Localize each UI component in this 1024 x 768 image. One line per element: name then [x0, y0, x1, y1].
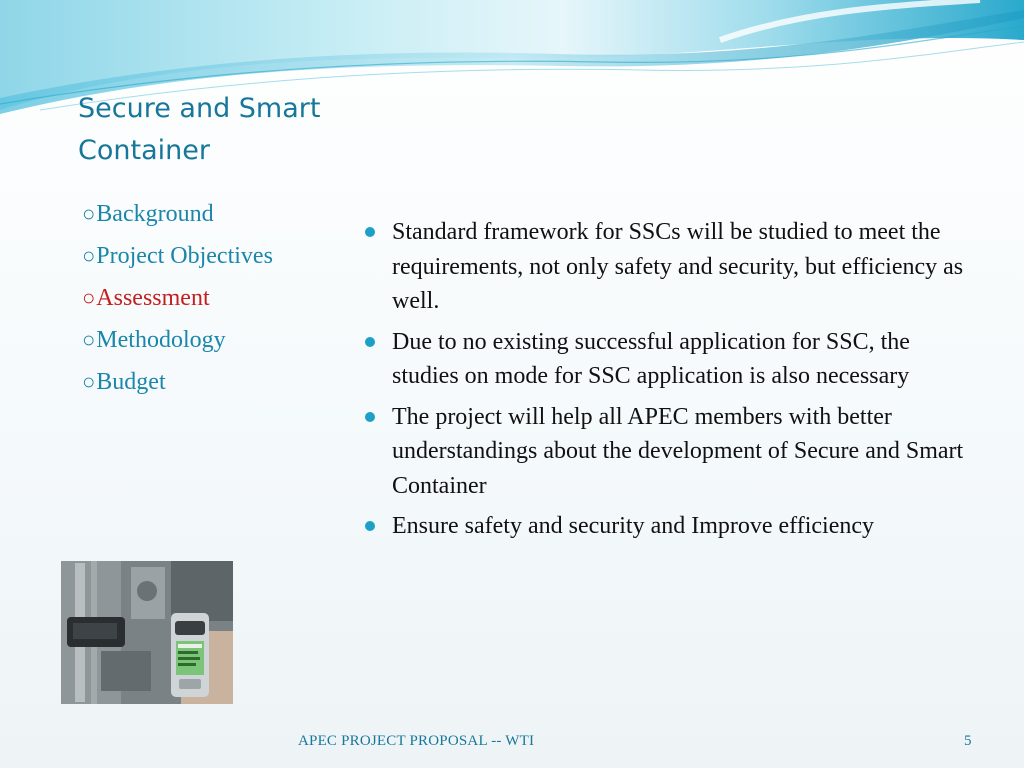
- nav-item-project-objectives[interactable]: [82, 235, 273, 277]
- bullet-dot-icon: [365, 227, 375, 237]
- bullet-dot-icon: [365, 337, 375, 347]
- bullet-text: Due to no existing successful application for SSC, the studies on mode for SSC application is also necessary: [392, 328, 910, 389]
- nav-item-assessment[interactable]: [82, 277, 273, 319]
- nav-item-background[interactable]: [82, 193, 273, 235]
- section-nav: [82, 193, 273, 403]
- nav-item-budget[interactable]: [82, 361, 273, 403]
- bullet-item: [365, 509, 975, 544]
- bullet-text: The project will help all APEC members with better understandings about the development of Secure and Smart Container: [392, 403, 964, 499]
- nav-item-label: Methodology: [96, 327, 226, 353]
- circle-marker-icon: ○: [82, 327, 96, 352]
- footer-text: APEC PROJECT PROPOSAL -- WTI: [298, 733, 535, 749]
- circle-marker-icon: ○: [82, 243, 96, 268]
- bullet-item: [365, 400, 975, 504]
- bullet-item: [365, 215, 975, 319]
- page-number: 5: [964, 733, 972, 749]
- bullet-item: [365, 325, 975, 394]
- nav-item-label: Assessment: [96, 285, 210, 311]
- nav-item-label: Budget: [96, 369, 166, 395]
- bullet-list: [365, 215, 975, 550]
- bullet-text: Ensure safety and security and Improve efficiency: [392, 513, 875, 539]
- nav-item-methodology[interactable]: [82, 319, 273, 361]
- slide-title: Secure and Smart Container: [78, 93, 321, 166]
- handheld-reader-photo-icon: [61, 561, 233, 704]
- nav-item-label: Project Objectives: [96, 243, 273, 269]
- circle-marker-icon: ○: [82, 285, 96, 310]
- container-reader-photo: [61, 561, 233, 704]
- circle-marker-icon: ○: [82, 201, 96, 226]
- bullet-dot-icon: [365, 412, 375, 422]
- bullet-text: Standard framework for SSCs will be studied to meet the requirements, not only safety and security, but efficiency as well.: [392, 219, 964, 314]
- bullet-dot-icon: [365, 521, 375, 531]
- circle-marker-icon: ○: [82, 369, 96, 394]
- nav-item-label: Background: [96, 201, 214, 227]
